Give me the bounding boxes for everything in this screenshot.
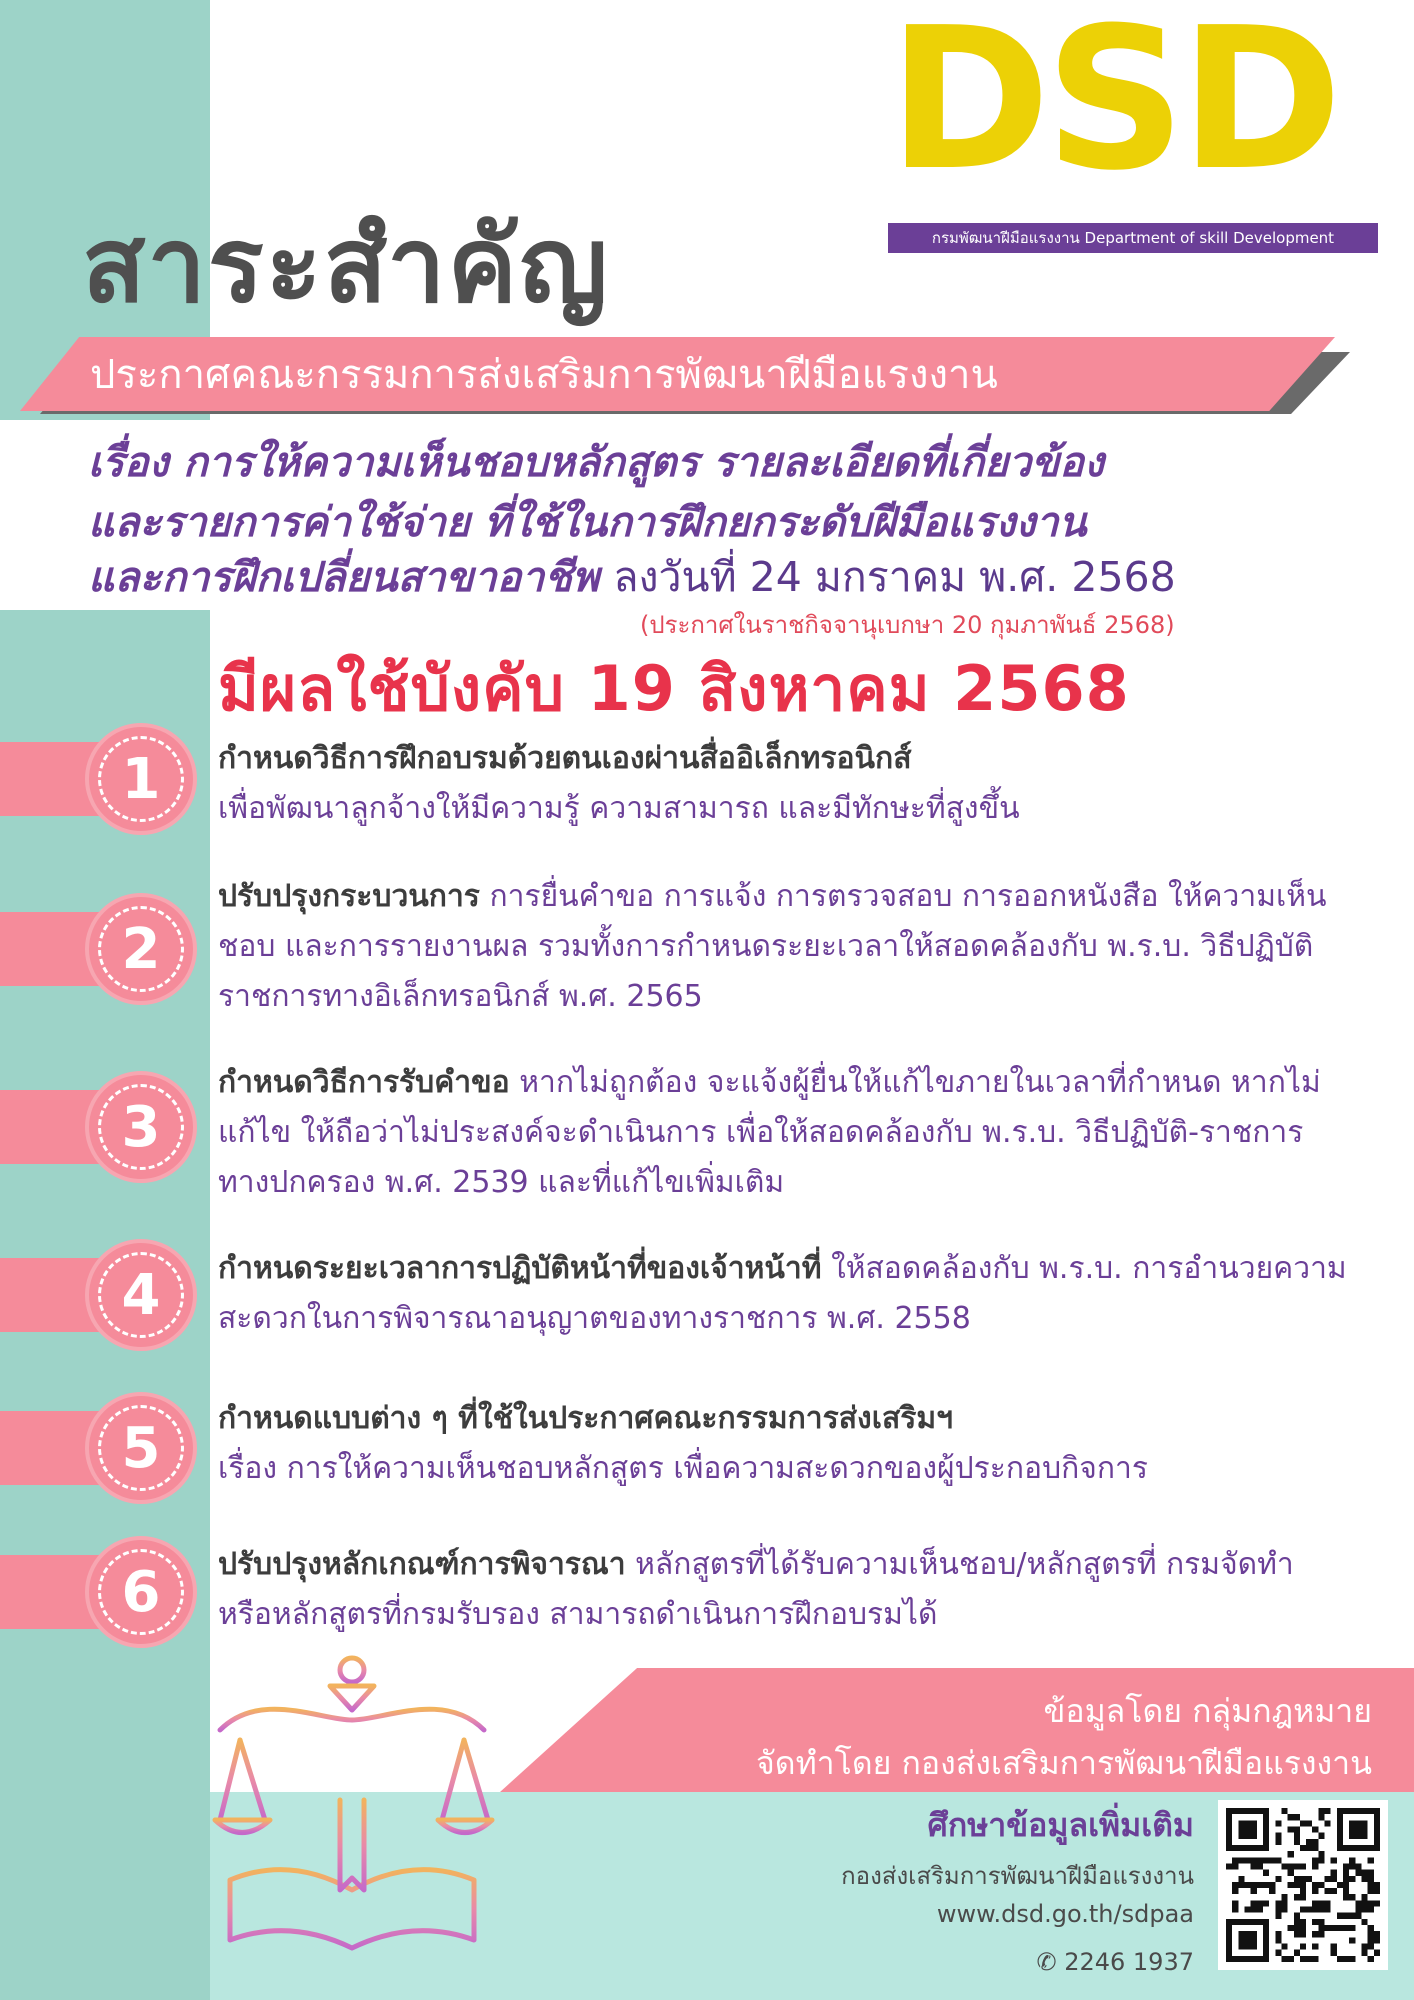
item-3-text: [218, 1058, 1348, 1208]
item-6-number: 6: [98, 1549, 184, 1635]
subject-line-3-text: และการฝึกเปลี่ยนสาขาอาชีพ: [88, 553, 600, 601]
item-6-number-badge: [85, 1536, 197, 1648]
producer-credit: จัดทำโดย กองส่งเสริมการพัฒนาฝีมือแรงงาน: [756, 1744, 1372, 1782]
item-2-text: [218, 872, 1348, 1022]
item-5-number: 5: [98, 1405, 184, 1491]
item-3-head: กำหนดวิธีการรับคำขอ: [218, 1065, 510, 1100]
subject-line-2: และรายการค่าใช้จ่าย ที่ใช้ในการฝึกยกระดับฝีมือแรงงาน: [88, 498, 1087, 546]
more-info-title: ศึกษาข้อมูลเพิ่มเติม: [927, 1806, 1194, 1844]
item-4-head: กำหนดระยะเวลาการปฏิบัติหน้าที่ของเจ้าหน้าที่: [218, 1251, 822, 1286]
item-5-head: กำหนดแบบต่าง ๆ ที่ใช้ในประกาศคณะกรรมการส่งเสริมฯ: [218, 1401, 953, 1436]
effective-date-heading: มีผลใช้บังคับ 19 สิงหาคม 2568: [218, 652, 1130, 725]
ribbon-heading: ประกาศคณะกรรมการส่งเสริมการพัฒนาฝีมือแรงงาน: [90, 352, 998, 398]
item-3-number: 3: [98, 1084, 184, 1170]
scales-of-justice-icon: [210, 1650, 500, 1960]
item-2-head: ปรับปรุงกระบวนการ: [218, 879, 480, 914]
item-4-number: 4: [98, 1252, 184, 1338]
item-1-body: เพื่อพัฒนาลูกจ้างให้มีความรู้ ความสามารถ และมีทักษะที่สูงขึ้น: [218, 791, 1020, 826]
phone-number[interactable]: ✆ 2246 1937: [1036, 1948, 1194, 1976]
item-1-number-badge: [85, 723, 197, 835]
gazette-note: (ประกาศในราชกิจจานุเบกษา 20 กุมภาพันธ์ 2568): [640, 611, 1175, 639]
item-6-head: ปรับปรุงหลักเกณฑ์การพิจารณา: [218, 1547, 626, 1582]
item-6-text: [218, 1540, 1348, 1640]
item-3-body: หากไม่ถูกต้อง จะแจ้งผู้ยื่นให้แก้ไขภายในเวลาที่กำหนด หากไม่แก้ไข ให้ถือว่าไม่ประสงค์จะดำเนินการ เพื่อให้สอดคล้องกับ พ.ร.บ. วิธีปฏิบัติ-ราชการทางปกครอง พ.ศ. 2539 และที่แก้ไขเพิ่มเติม: [218, 1065, 1321, 1200]
item-4-text: [218, 1244, 1348, 1344]
logo-wordmark: DSD: [888, 0, 1337, 214]
dsd-logo: [888, 0, 1378, 258]
item-1-text: [218, 734, 1348, 834]
item-2-number-badge: [85, 893, 197, 1005]
item-5-body: เรื่อง การให้ความเห็นชอบหลักสูตร เพื่อความสะดวกของผู้ประกอบกิจการ: [218, 1451, 1148, 1486]
item-1-head: กำหนดวิธีการฝึกอบรมด้วยตนเองผ่านสื่ออิเล็กทรอนิกส์: [218, 741, 912, 776]
subject-line-1: เรื่อง การให้ความเห็นชอบหลักสูตร รายละเอียดที่เกี่ยวข้อง: [88, 438, 1104, 486]
website-link[interactable]: www.dsd.go.th/sdpaa: [936, 1900, 1194, 1928]
item-1-number: 1: [98, 736, 184, 822]
announcement-date: ลงวันที่ 24 มกราคม พ.ศ. 2568: [613, 553, 1176, 601]
qr-code-pattern: [1226, 1808, 1380, 1962]
item-4-body: ให้สอดคล้องกับ พ.ร.บ. การอำนวยความสะดวกในการพิจารณาอนุญาตของทางราชการ พ.ศ. 2558: [218, 1251, 1347, 1336]
item-2-body: การยื่นคำขอ การแจ้ง การตรวจสอบ การออกหนังสือ ให้ความเห็นชอบ และการรายงานผล รวมทั้งการกำหนดระยะเวลาให้สอดคล้องกับ พ.ร.บ. วิธีปฏิบัติราชการทางอิเล็กทรอนิกส์ พ.ศ. 2565: [218, 879, 1327, 1014]
item-3-number-badge: [85, 1071, 197, 1183]
item-6-body: หลักสูตรที่ได้รับความเห็นชอบ/หลักสูตรที่ กรมจัดทำ หรือหลักสูตรที่กรมรับรอง สามารถดำเนินการฝึกอบรมได้: [218, 1547, 1294, 1632]
more-info-org: กองส่งเสริมการพัฒนาฝีมือแรงงาน: [841, 1862, 1194, 1890]
qr-code-icon[interactable]: [1218, 1800, 1388, 1970]
item-2-number: 2: [98, 906, 184, 992]
data-source-credit: ข้อมูลโดย กลุ่มกฎหมาย: [1043, 1692, 1372, 1730]
item-5-number-badge: [85, 1392, 197, 1504]
item-5-text: [218, 1394, 1348, 1494]
logo-subtitle: กรมพัฒนาฝีมือแรงงาน Department of skill Development: [888, 223, 1378, 253]
page-title: สาระสำคัญ: [82, 204, 610, 326]
subject-line-3: [88, 553, 1176, 602]
item-4-number-badge: [85, 1239, 197, 1351]
